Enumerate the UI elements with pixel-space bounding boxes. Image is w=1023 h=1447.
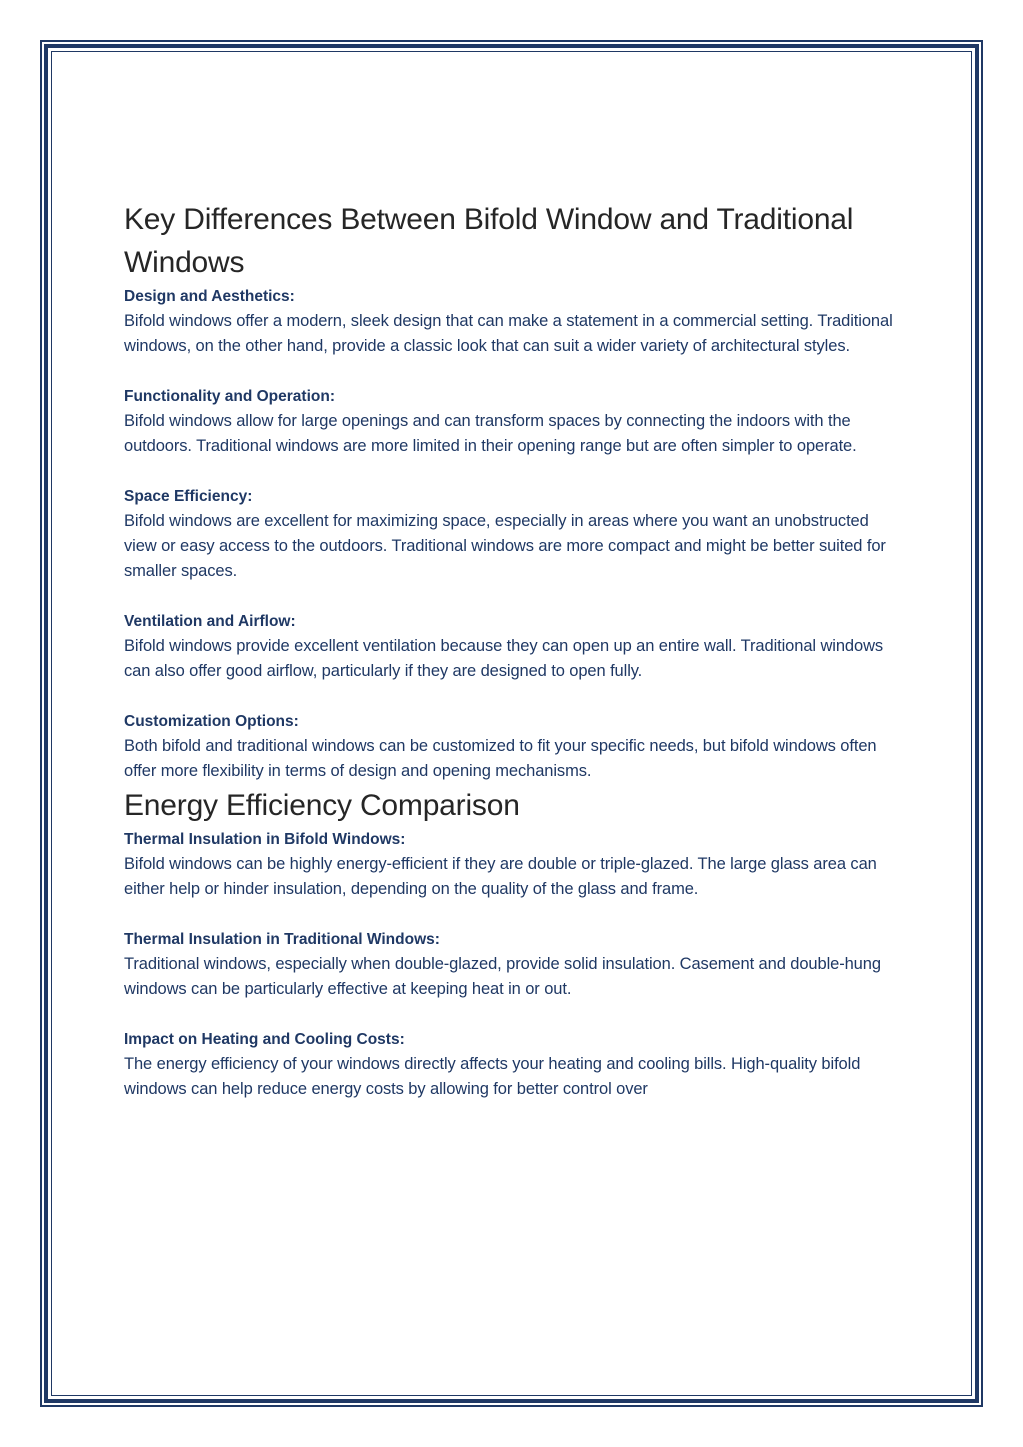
paragraph-title: Thermal Insulation in Bifold Windows: xyxy=(124,831,406,848)
paragraph-ventilation-airflow xyxy=(124,609,899,684)
paragraph-text: The energy efficiency of your windows directly affects your heating and cooling bills. High-quality bifold windows can help reduce energy costs by allowing for better control over xyxy=(124,1055,861,1098)
paragraph-functionality-operation xyxy=(124,384,899,459)
paragraph-text: Traditional windows, especially when double-glazed, provide solid insulation. Casement and double-hung windows can be particularly effective at keeping heat in or out. xyxy=(124,955,881,998)
paragraph-title: Customization Options: xyxy=(124,713,299,730)
paragraph-title: Impact on Heating and Cooling Costs: xyxy=(124,1031,405,1048)
paragraph-text: Bifold windows allow for large openings and can transform spaces by connecting the indoors with the outdoors. Traditional windows are more limited in their opening range but are often simpler to operate. xyxy=(124,412,857,455)
paragraph-title: Thermal Insulation in Traditional Windows: xyxy=(124,931,440,948)
section-heading-key-differences: Key Differences Between Bifold Window and Traditional Windows xyxy=(124,203,854,279)
paragraph-space-efficiency xyxy=(124,484,899,584)
paragraph-text: Both bifold and traditional windows can be customized to fit your specific needs, but bifold windows often offer more flexibility in terms of design and opening mechanisms. xyxy=(124,737,877,780)
paragraph-text: Bifold windows offer a modern, sleek design that can make a statement in a commercial setting. Traditional windows, on the other hand, provide a classic look that can suit a wider variety of architectural styles. xyxy=(124,312,893,355)
paragraph-title: Space Efficiency: xyxy=(124,488,253,505)
paragraph-title: Design and Aesthetics: xyxy=(124,288,295,305)
paragraph-thermal-traditional xyxy=(124,927,899,1002)
paragraph-text: Bifold windows are excellent for maximizing space, especially in areas where you want an unobstructed view or easy access to the outdoors. Traditional windows are more compact and might be better suited for smaller spaces. xyxy=(124,512,886,580)
paragraph-heating-cooling-costs xyxy=(124,1027,899,1102)
paragraph-text: Bifold windows can be highly energy-efficient if they are double or triple-glazed. The large glass area can either help or hinder insulation, depending on the quality of the glass and frame. xyxy=(124,855,877,898)
document-content xyxy=(124,198,899,1102)
paragraph-design-aesthetics xyxy=(124,284,899,359)
paragraph-title: Ventilation and Airflow: xyxy=(124,613,296,630)
paragraph-title: Functionality and Operation: xyxy=(124,388,335,405)
section-heading-energy-efficiency: Energy Efficiency Comparison xyxy=(124,789,520,822)
paragraph-customization-options xyxy=(124,709,899,784)
paragraph-thermal-bifold xyxy=(124,827,899,902)
paragraph-text: Bifold windows provide excellent ventilation because they can open up an entire wall. Traditional windows can also offer good airflow, particularly if they are designed to open fully. xyxy=(124,637,884,680)
